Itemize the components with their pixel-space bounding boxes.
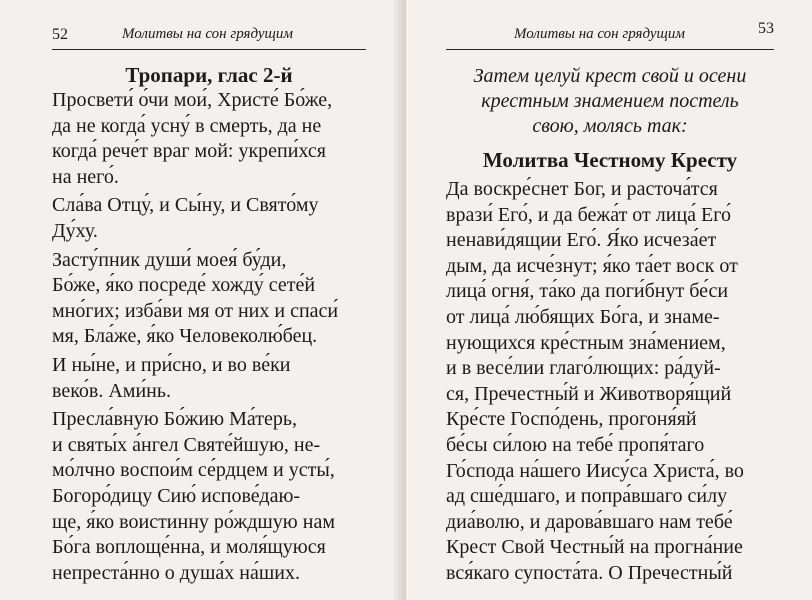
intro-line: Затем целуй крест свой и осени [473,65,747,87]
text-line: Кре́сте Госпо́день, прогоня́яй [446,408,697,431]
text-line: Просвети́ о́чи мои́, Христе́ Бо́же, [52,89,333,111]
paragraph [446,177,774,587]
text-line: Бо́га воплоще́нна, и моля́щуюся [52,536,326,559]
text-line: Крест Свой Честны́й на прогна́ние [446,536,743,559]
cross-prayer-heading: Молитва Честному Кресту [482,148,738,172]
text-line: да не когда́ усну́ в смерть, да не [52,114,322,137]
intro-line: крестным знамением постель [481,90,739,112]
text-line: мо́лчно воспои́м се́рдцем и усты́, [52,459,335,482]
text-line: Да воскре́снет Бог, и расточа́тся [446,178,718,200]
text-line: ся, Пречестны́й и Животворя́щий [446,382,732,405]
text-line: бе́сы си́лою на тебе́ пропя́таго [446,433,705,456]
troparia-text [52,88,366,586]
intro-line: свою, молясь так: [532,115,688,137]
text-line: нующихся кре́стным зна́мением, [446,331,726,354]
troparia-heading: Тропари, глас 2-й [125,63,293,87]
right-page [406,0,812,600]
text-line: веко́в. Ами́нь. [52,379,171,402]
text-line: непреста́нно о душа́х на́ших. [52,561,300,584]
text-line: лица́ огня́, та́ко да поги́бнут бе́си [446,280,729,303]
text-line: и в весе́лии глаго́лющих: ра́дуй- [446,357,721,380]
text-line: Богоро́дицу Сию́ испове́даю- [52,484,301,507]
text-line: и святы́х а́нгел Святе́йшую, не- [52,433,321,456]
text-line: Сла́ва Отцу́, и Сы́ну, и Свято́му [52,194,319,217]
paragraph [52,353,366,404]
text-line: мя, Бла́же, я́ко Человеколю́бец. [52,325,318,348]
paragraph [52,248,366,350]
text-line: Бо́же, я́ко посреде́ хожду́ сете́й [52,274,316,297]
text-line: дым, да исче́знут; я́ко та́ет воск от [446,254,738,277]
text-line: вся́каго супоста́та. О Пречестны́й [446,561,733,584]
text-line: диа́волю, и дарова́вшаго нам тебе́ [446,510,733,533]
text-line: на него́. [52,165,119,188]
paragraph [52,88,366,190]
right-page-number: 53 [758,20,774,37]
text-line: врази́ Его́, и да бежа́т от лица́ Его́ [446,203,731,226]
text-line: ад сше́дшаго, и попра́вшаго си́лу [446,485,728,508]
text-line: Ду́ху. [52,219,98,242]
text-line: Засту́пник души́ моея́ бу́ди, [52,248,287,271]
text-line: от лица́ лю́бящих Бо́га, и знаме- [446,305,720,328]
paragraph [52,407,366,586]
cross-prayer-text [446,177,774,587]
text-line: когда́ рече́т враг мой: укрепи́хся [52,140,326,163]
left-page-header [52,0,366,50]
paragraph [52,193,366,244]
text-line: ще, я́ко воистинну ро́ждшую нам [52,510,335,533]
text-line: ненави́дящии Его́. Я́ко исчеза́ет [446,229,717,252]
text-line: мно́гих; изба́ви мя от них и спаси́ [52,299,339,322]
right-running-title: Молитвы на сон грядущим [514,26,685,42]
right-page-header [446,0,774,50]
left-page-number: 52 [52,26,68,43]
text-line: И ны́не, и при́сно, и во ве́ки [52,353,291,376]
left-running-title: Молитвы на сон грядущим [122,26,293,42]
text-line: Го́спода на́шего Иису́са Христа́, во [446,459,744,482]
rubric-intro [446,64,774,139]
text-line: Пресла́вную Бо́жию Ма́терь, [52,408,297,431]
